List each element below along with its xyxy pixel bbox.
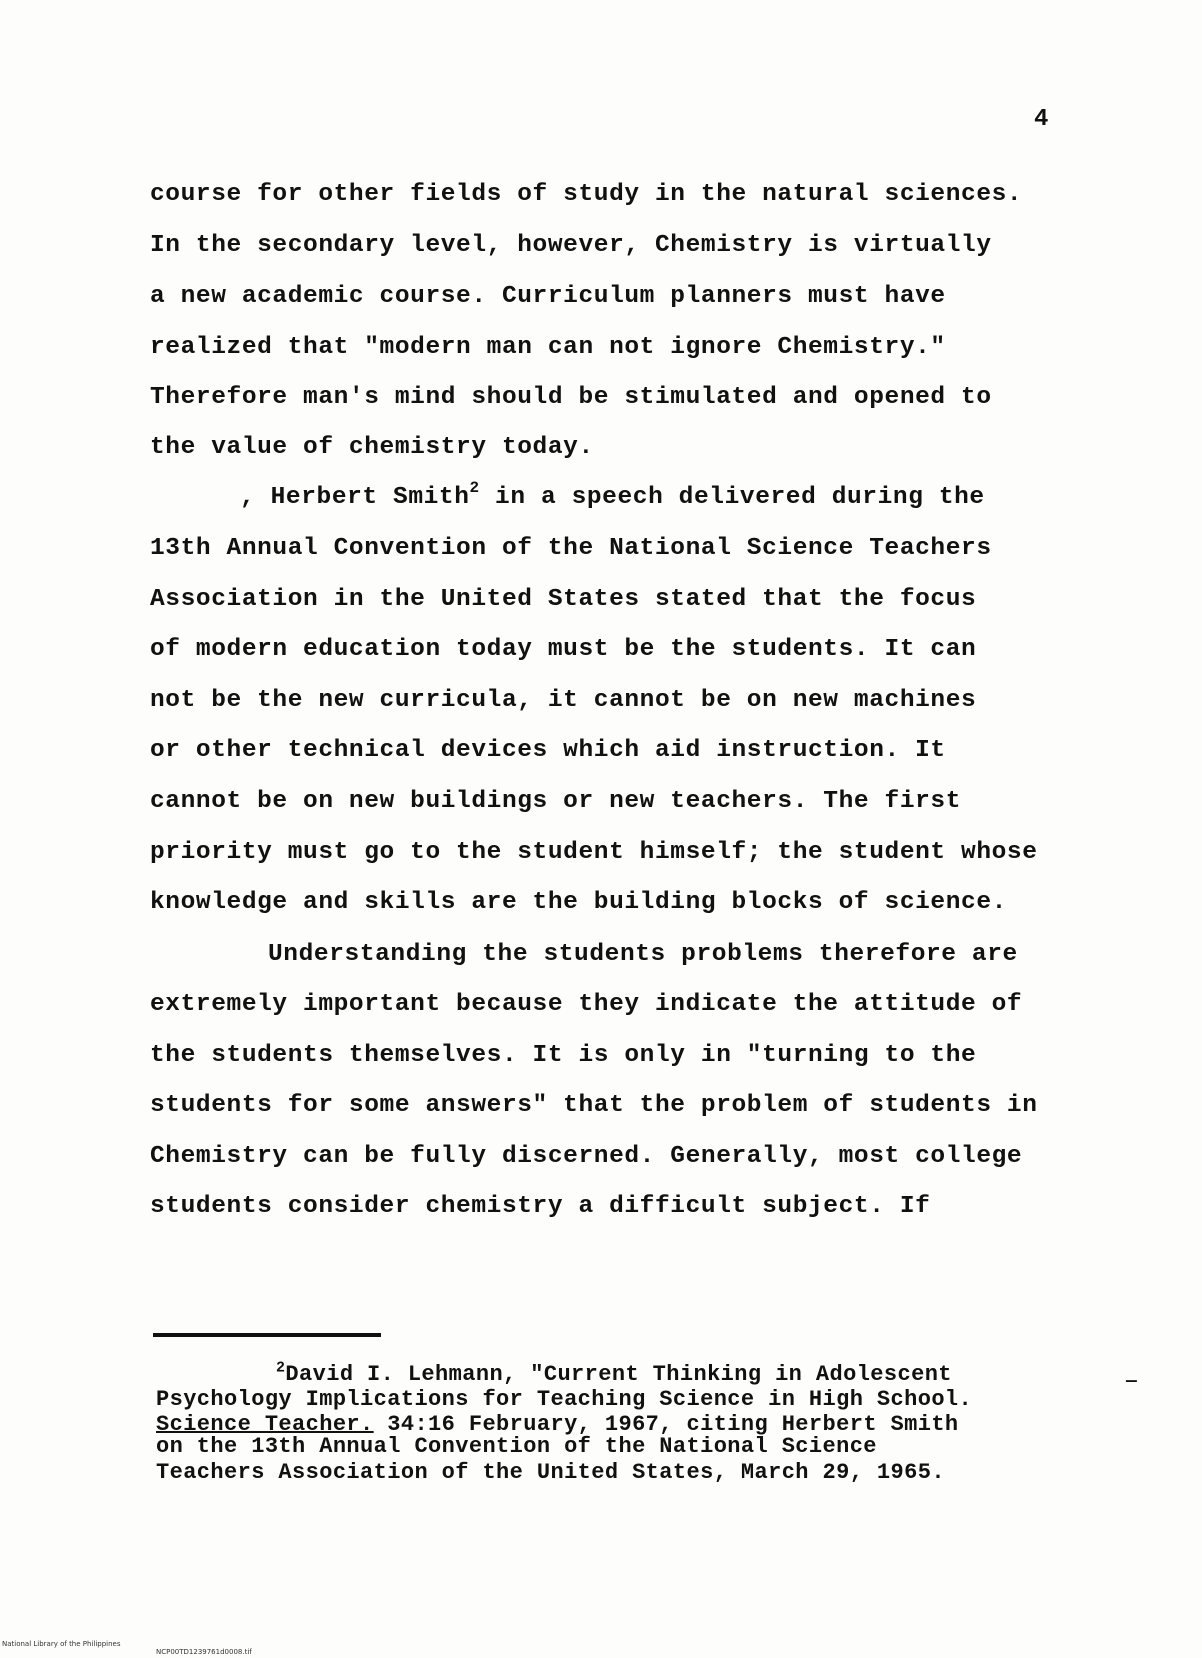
text-line: Association in the United States stated that the focus <box>150 586 977 613</box>
page-number: 4 <box>1034 106 1049 133</box>
text-line: the students themselves. It is only in "turning to the <box>150 1042 977 1069</box>
footnote-line: on the 13th Annual Convention of the National Science <box>156 1434 877 1459</box>
text-line: students consider chemistry a difficult subject. If <box>150 1193 931 1220</box>
footnote-text: 34:16 February, 1967, citing Herbert Smith <box>373 1412 959 1437</box>
footnote-text: David I. Lehmann, "Current Thinking in Adolescent <box>285 1362 952 1387</box>
footnote-line: Teachers Association of the United States, March 29, 1965. <box>156 1460 945 1485</box>
text-line: Chemistry can be fully discerned. Generally, most college <box>150 1143 1023 1170</box>
text-line: 13th Annual Convention of the National Science Teachers <box>150 535 992 562</box>
text-line: realized that "modern man can not ignore Chemistry." <box>150 334 946 361</box>
text-line <box>240 478 985 513</box>
footnote-number: 2 <box>276 1359 286 1377</box>
text-line: a new academic course. Curriculum planners must have <box>150 283 946 310</box>
text-line: course for other fields of study in the natural sciences. <box>150 181 1023 208</box>
footnote-line: Psychology Implications for Teaching Science in High School. <box>156 1387 973 1412</box>
footnote-line <box>276 1359 952 1388</box>
text-line: extremely important because they indicate the attitude of <box>150 991 1023 1018</box>
text-line: the value of chemistry today. <box>150 434 594 461</box>
text-line: knowledge and skills are the building blocks of science. <box>150 889 1007 916</box>
text-line: Therefore man's mind should be stimulated and opened to <box>150 384 992 411</box>
text-run: in a speech delivered during the <box>479 484 985 511</box>
archive-file-id: NCP00TD1239761d0008.tif <box>156 1648 252 1656</box>
text-run: , Herbert Smith <box>240 484 470 511</box>
text-line: of modern education today must be the students. It can <box>150 636 977 663</box>
text-line: cannot be on new buildings or new teachers. The first <box>150 788 962 815</box>
footnote-reference: 2 <box>469 478 480 497</box>
footnote-divider <box>153 1333 381 1337</box>
text-line: or other technical devices which aid instruction. It <box>150 737 946 764</box>
text-line: not be the new curricula, it cannot be on new machines <box>150 687 977 714</box>
margin-mark: — <box>1126 1372 1137 1392</box>
text-line: students for some answers" that the problem of students in <box>150 1092 1038 1119</box>
text-line: In the secondary level, however, Chemistry is virtually <box>150 232 992 259</box>
journal-title: Science Teacher. <box>156 1412 374 1437</box>
text-line: priority must go to the student himself; the student whose <box>150 839 1038 866</box>
archive-label: National Library of the Philippines <box>2 1640 121 1648</box>
text-line: Understanding the students problems therefore are <box>268 941 1018 968</box>
